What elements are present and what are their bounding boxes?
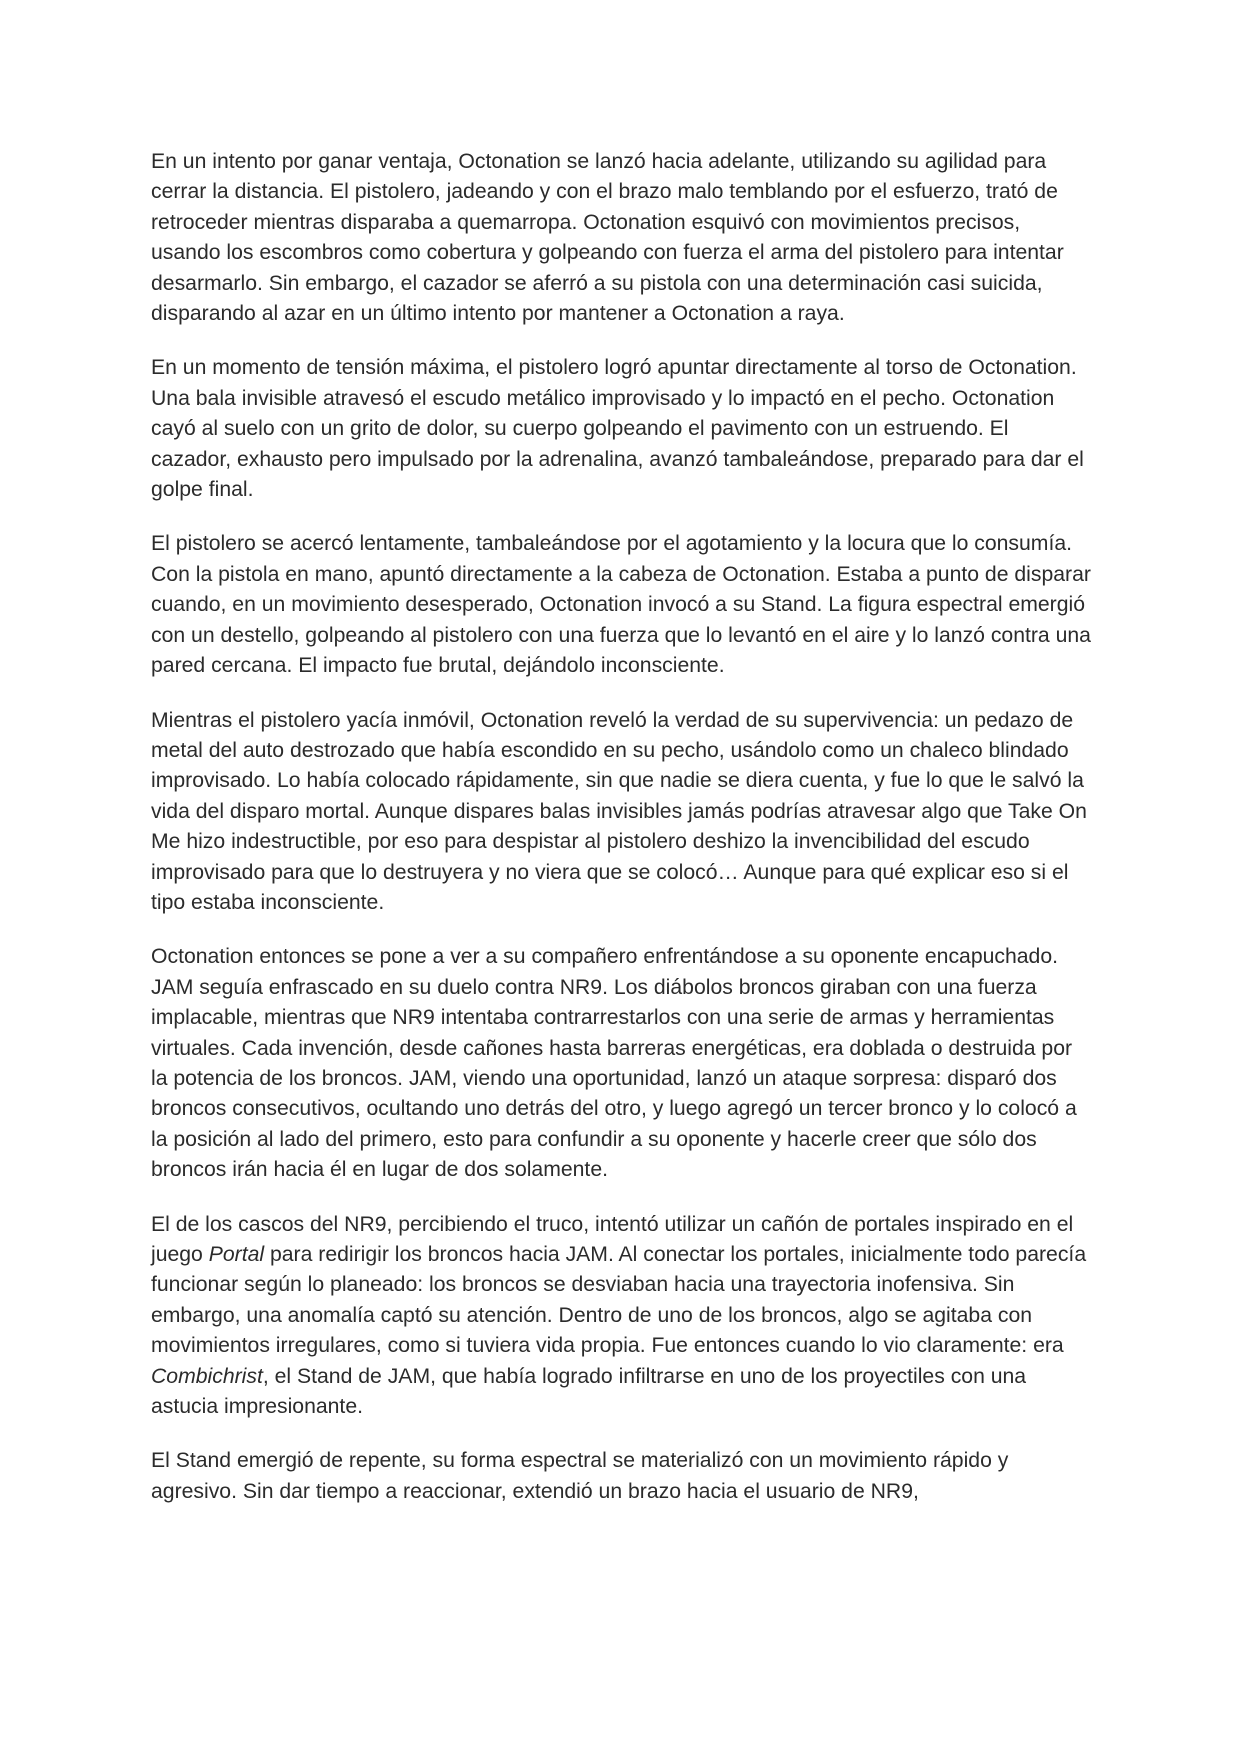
paragraph	[151, 529, 1091, 681]
paragraph-text: Mientras el pistolero yacía inmóvil, Octonation reveló la verdad de su supervivencia: un pedazo de metal del auto destrozado que había escondido en su pecho, usándolo como un chaleco blindado improvisado. Lo había colocado rápidamente, sin que nadie se diera cuenta, y fue lo que le salvó la vida del disparo mortal. Aunque dispares balas invisibles jamás podrías atravesar algo que Take On Me hizo indestructible, por eso para despistar al pistolero deshizo la invencibilidad del escudo improvisado para que lo destruyera y no viera que se colocó… Aunque para qué explicar eso si el tipo estaba inconsciente.	[151, 708, 1087, 914]
paragraph-text: Octonation entonces se pone a ver a su compañero enfrentándose a su oponente encapuchado. JAM seguía enfrascado en su duelo contra NR9. Los diábolos broncos giraban con una fuerza implacable, mientras que NR9 intentaba contrarrestarlos con una serie de armas y herramientas virtuales. Cada invención, desde cañones hasta barreras energéticas, era doblada o destruida por la potencia de los broncos. JAM, viendo una oportunidad, lanzó un ataque sorpresa: disparó dos broncos consecutivos, ocultando uno detrás del otro, y luego agregó un tercer bronco y lo colocó a la posición al lado del primero, esto para confundir a su oponente y hacerle creer que sólo dos broncos irán hacia él en lugar de dos solamente.	[151, 945, 1077, 1182]
italic-title-text: Portal	[208, 1243, 265, 1266]
italic-title-text: Combichrist	[151, 1364, 263, 1388]
paragraph-text: En un intento por ganar ventaja, Octonation se lanzó hacia adelante, utilizando su agilidad para cerrar la distancia. El pistolero, jadeando y con el brazo malo temblando por el esfuerzo, trató de retroceder mientras disparaba a quemarropa. Octonation esquivó con movimientos precisos, usando los escombros como cobertura y golpeando con fuerza el arma del pistolero para intentar desarmarlo. Sin embargo, el cazador se aferró a su pistola con una determinación casi suicida, disparando al azar en un último intento por mantener a Octonation a raya.	[151, 150, 1064, 326]
paragraph-text: , el Stand de JAM, que había logrado infiltrarse en uno de los proyectiles con una astucia impresionante.	[151, 1364, 1027, 1419]
paragraph	[151, 1210, 1091, 1423]
paragraph	[151, 353, 1091, 505]
paragraph	[151, 942, 1091, 1185]
paragraph-text: para redirigir los broncos hacia JAM. Al conectar los portales, inicialmente todo parecía funcionar según lo planeado: los broncos se desviaban hacia una trayectoria inofensiva. Sin embargo, una anomalía captó su atención. Dentro de uno de los broncos, algo se agitaba con movimientos irregulares, como si tuviera vida propia. Fue entonces cuando lo vio claramente: era	[151, 1243, 1087, 1358]
paragraph-text: En un momento de tensión máxima, el pistolero logró apuntar directamente al torso de Octonation. Una bala invisible atravesó el escudo metálico improvisado y lo impactó en el pecho. Octonation cayó al suelo con un grito de dolor, su cuerpo golpeando el pavimento con un estruendo. El cazador, exhausto pero impulsado por la adrenalina, avanzó tambaleándose, preparado para dar el golpe final.	[151, 356, 1084, 502]
paragraph-text: El pistolero se acercó lentamente, tambaleándose por el agotamiento y la locura que lo consumía. Con la pistola en mano, apuntó directamente a la cabeza de Octonation. Estaba a punto de disparar cuando, en un movimiento desesperado, Octonation invocó a su Stand. La figura espectral emergió con un destello, golpeando al pistolero con una fuerza que lo levantó en el aire y lo lanzó contra una pared cercana. El impacto fue brutal, dejándolo inconsciente.	[151, 532, 1091, 678]
paragraph-text: El Stand emergió de repente, su forma espectral se materializó con un movimiento rápido y agresivo. Sin dar tiempo a reaccionar, extendió un brazo hacia el usuario de NR9,	[151, 1449, 1009, 1503]
paragraph	[151, 147, 1091, 329]
paragraph	[151, 1446, 1091, 1507]
paragraph-text: El de los cascos del NR9, percibiendo el truco, intentó utilizar un cañón de portales inspirado en el juego	[151, 1212, 1074, 1266]
paragraph	[151, 706, 1091, 919]
document-body	[151, 147, 1091, 1531]
